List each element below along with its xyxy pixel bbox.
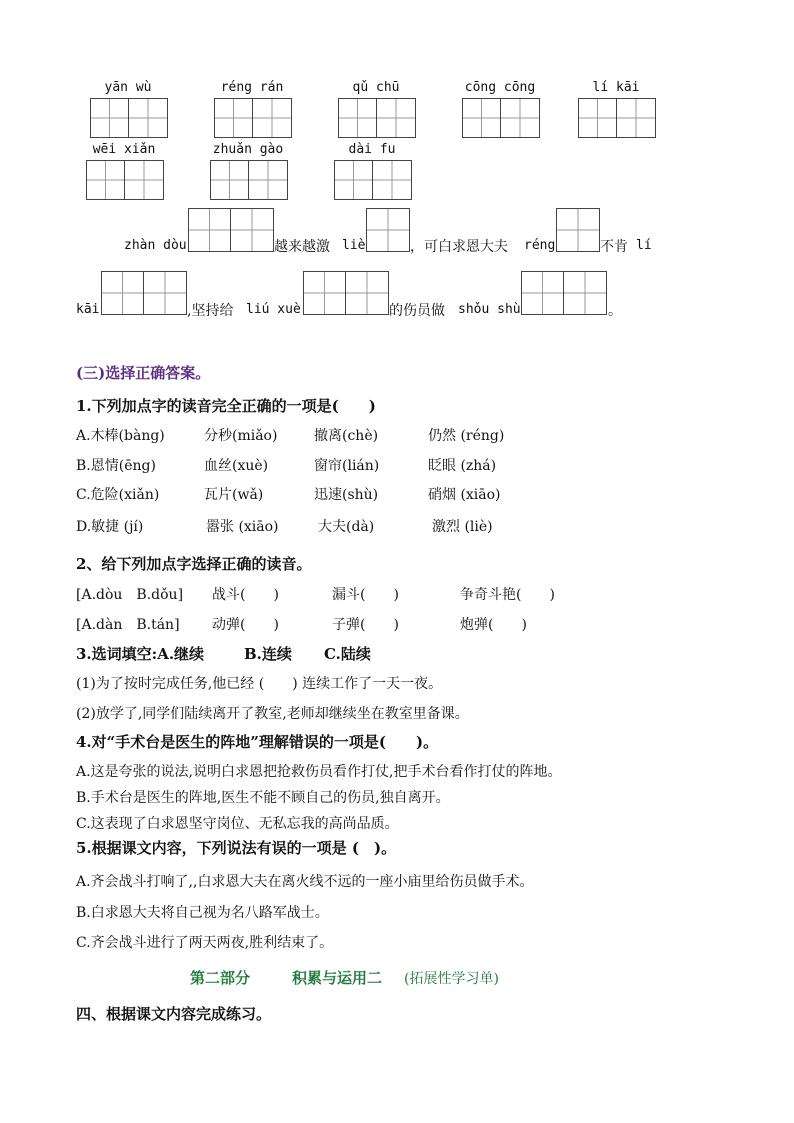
char-grid[interactable] [338,98,416,138]
option-item: 子弹( ) [332,617,399,633]
option-item: 大夫(dà) [318,519,375,535]
char-grid[interactable] [86,160,164,200]
pinyin-label: dài fu [348,142,396,157]
sentence-text: 不肯 [600,239,628,255]
option-item: A.齐会战斗打响了,,白求恩大夫在离火线不远的一座小庙里给伤员做手术。 [76,874,534,890]
q3-line: (2)放学了,同学们陆续离开了教室,老师却继续坐在教室里备课。 [76,706,469,722]
option-item: C.危险(xiǎn) [76,487,160,503]
option-item: 争奇斗艳( ) [460,587,555,603]
question-title: 5.根据课文内容，下列说法有误的一项是 ( )。 [76,839,397,857]
option-item: 血丝(xuè) [204,458,269,474]
question-title: 3.选词填空:A.继续 [76,645,205,663]
pinyin-inline: shǒu shù [458,302,521,317]
question-title: B.连续 [244,645,292,663]
char-grid[interactable] [556,208,600,252]
grid-cell[interactable] [231,209,273,251]
option-item: B.白求恩大夫将自己视为名八路军战士。 [76,905,329,921]
sentence-text: ，可白求恩大夫 [410,239,508,255]
option-item: 战斗( ) [212,587,279,603]
option-item: 炮弹( ) [460,617,527,633]
question-title: 4.对“手术台是医生的阵地”理解错误的一项是( )。 [76,733,439,751]
option-item: A.这是夸张的说法,说明白求恩把抢救伤员看作打仗,把手术台看作打仗的阵地。 [76,764,562,780]
sentence-text: 的伤员做 [389,303,445,319]
option-item: 动弹( ) [212,617,279,633]
question-title: 1.下列加点字的读音完全正确的一项是( ) [76,397,376,415]
grid-cell[interactable] [463,99,501,137]
option-item: 窗帘(lián) [314,458,380,474]
option-item: D.敏捷 (jí) [76,519,144,535]
char-grid[interactable] [90,98,168,138]
pinyin-label: zhuǎn gào [212,142,284,157]
grid-cell[interactable] [215,99,253,137]
sentence-text: ,坚持给 [187,303,234,319]
grid-cell[interactable] [579,99,617,137]
part-title: 积累与运用二 [292,969,383,987]
section-title: (三)选择正确答案。 [76,364,211,382]
grid-cell[interactable] [125,161,163,199]
grid-cell[interactable] [501,99,539,137]
option-item: [A.dàn B.tán] [76,617,180,633]
option-item: 瓦片(wǎ) [204,487,264,503]
option-item: 嚣张 (xiāo) [206,519,279,535]
grid-cell[interactable] [87,161,125,199]
grid-cell[interactable] [144,272,186,314]
option-item: B.恩情(ēng) [76,458,156,474]
grid-cell[interactable] [335,161,373,199]
grid-cell[interactable] [339,99,377,137]
pinyin-label: wēi xiǎn [92,142,156,157]
grid-cell[interactable] [617,99,655,137]
option-item: C.这表现了白求恩坚守岗位、无私忘我的高尚品质。 [76,816,399,832]
grid-cell[interactable] [377,99,415,137]
grid-cell[interactable] [102,272,144,314]
pinyin-label: réng rán [220,80,284,95]
pinyin-label: qǔ chū [352,80,400,95]
grid-cell[interactable] [522,272,564,314]
char-grid[interactable] [334,160,412,200]
option-item: 分秒(miǎo) [204,428,278,444]
pinyin-label: cōng cōng [464,80,536,95]
option-item: C.齐会战斗进行了两天两夜,胜利结束了。 [76,935,334,951]
grid-cell[interactable] [346,272,388,314]
char-grid[interactable] [188,208,274,252]
char-grid[interactable] [214,98,292,138]
grid-cell[interactable] [367,209,409,251]
pinyin-label: lí kāi [592,80,640,95]
grid-cell[interactable] [304,272,346,314]
grid-cell[interactable] [129,99,167,137]
grid-cell[interactable] [564,272,606,314]
part-subtitle: (拓展性学习单) [404,971,499,987]
pinyin-inline: lí [636,238,652,253]
part-label: 第二部分 [190,969,251,987]
char-grid[interactable] [521,271,607,315]
char-grid[interactable] [210,160,288,200]
option-item: 眨眼 (zhá) [428,458,497,474]
option-item: 仍然 (réng) [428,428,505,444]
pinyin-inline: zhàn dòu [124,238,187,253]
question-title: 2、给下列加点字选择正确的读音。 [76,555,312,573]
question-title: C.陆续 [324,645,371,663]
pinyin-inline: liú xuè [246,302,301,317]
char-grid[interactable] [578,98,656,138]
pinyin-inline: kāi [76,302,100,317]
section-title: 四、根据课文内容完成练习。 [76,1005,272,1023]
option-item: 撤离(chè) [314,428,379,444]
grid-cell[interactable] [253,99,291,137]
grid-cell[interactable] [249,161,287,199]
char-grid[interactable] [366,208,410,252]
char-grid[interactable] [303,271,389,315]
option-item: A.木棒(bàng) [76,428,165,444]
pinyin-inline: réng [524,238,556,253]
option-item: 硝烟 (xiāo) [428,487,501,503]
pinyin-inline: liè [342,238,366,253]
grid-cell[interactable] [373,161,411,199]
char-grid[interactable] [462,98,540,138]
q3-line: (1)为了按时完成任务,他已经 ( ) 连续工作了一天一夜。 [76,676,443,692]
option-item: 激烈 (liè) [432,519,493,535]
char-grid[interactable] [101,271,187,315]
pinyin-label: yān wù [104,80,152,95]
option-item: [A.dòu B.dǒu] [76,587,184,603]
option-item: B.手术台是医生的阵地,医生不能不顾自己的伤员,独自离开。 [76,790,450,806]
grid-cell[interactable] [211,161,249,199]
grid-cell[interactable] [557,209,599,251]
sentence-text: 越来越激 [274,239,330,255]
option-item: 漏斗( ) [332,587,399,603]
option-item: 迅速(shù) [314,487,379,503]
sentence-text: 。 [608,303,622,319]
grid-cell[interactable] [189,209,231,251]
grid-cell[interactable] [91,99,129,137]
